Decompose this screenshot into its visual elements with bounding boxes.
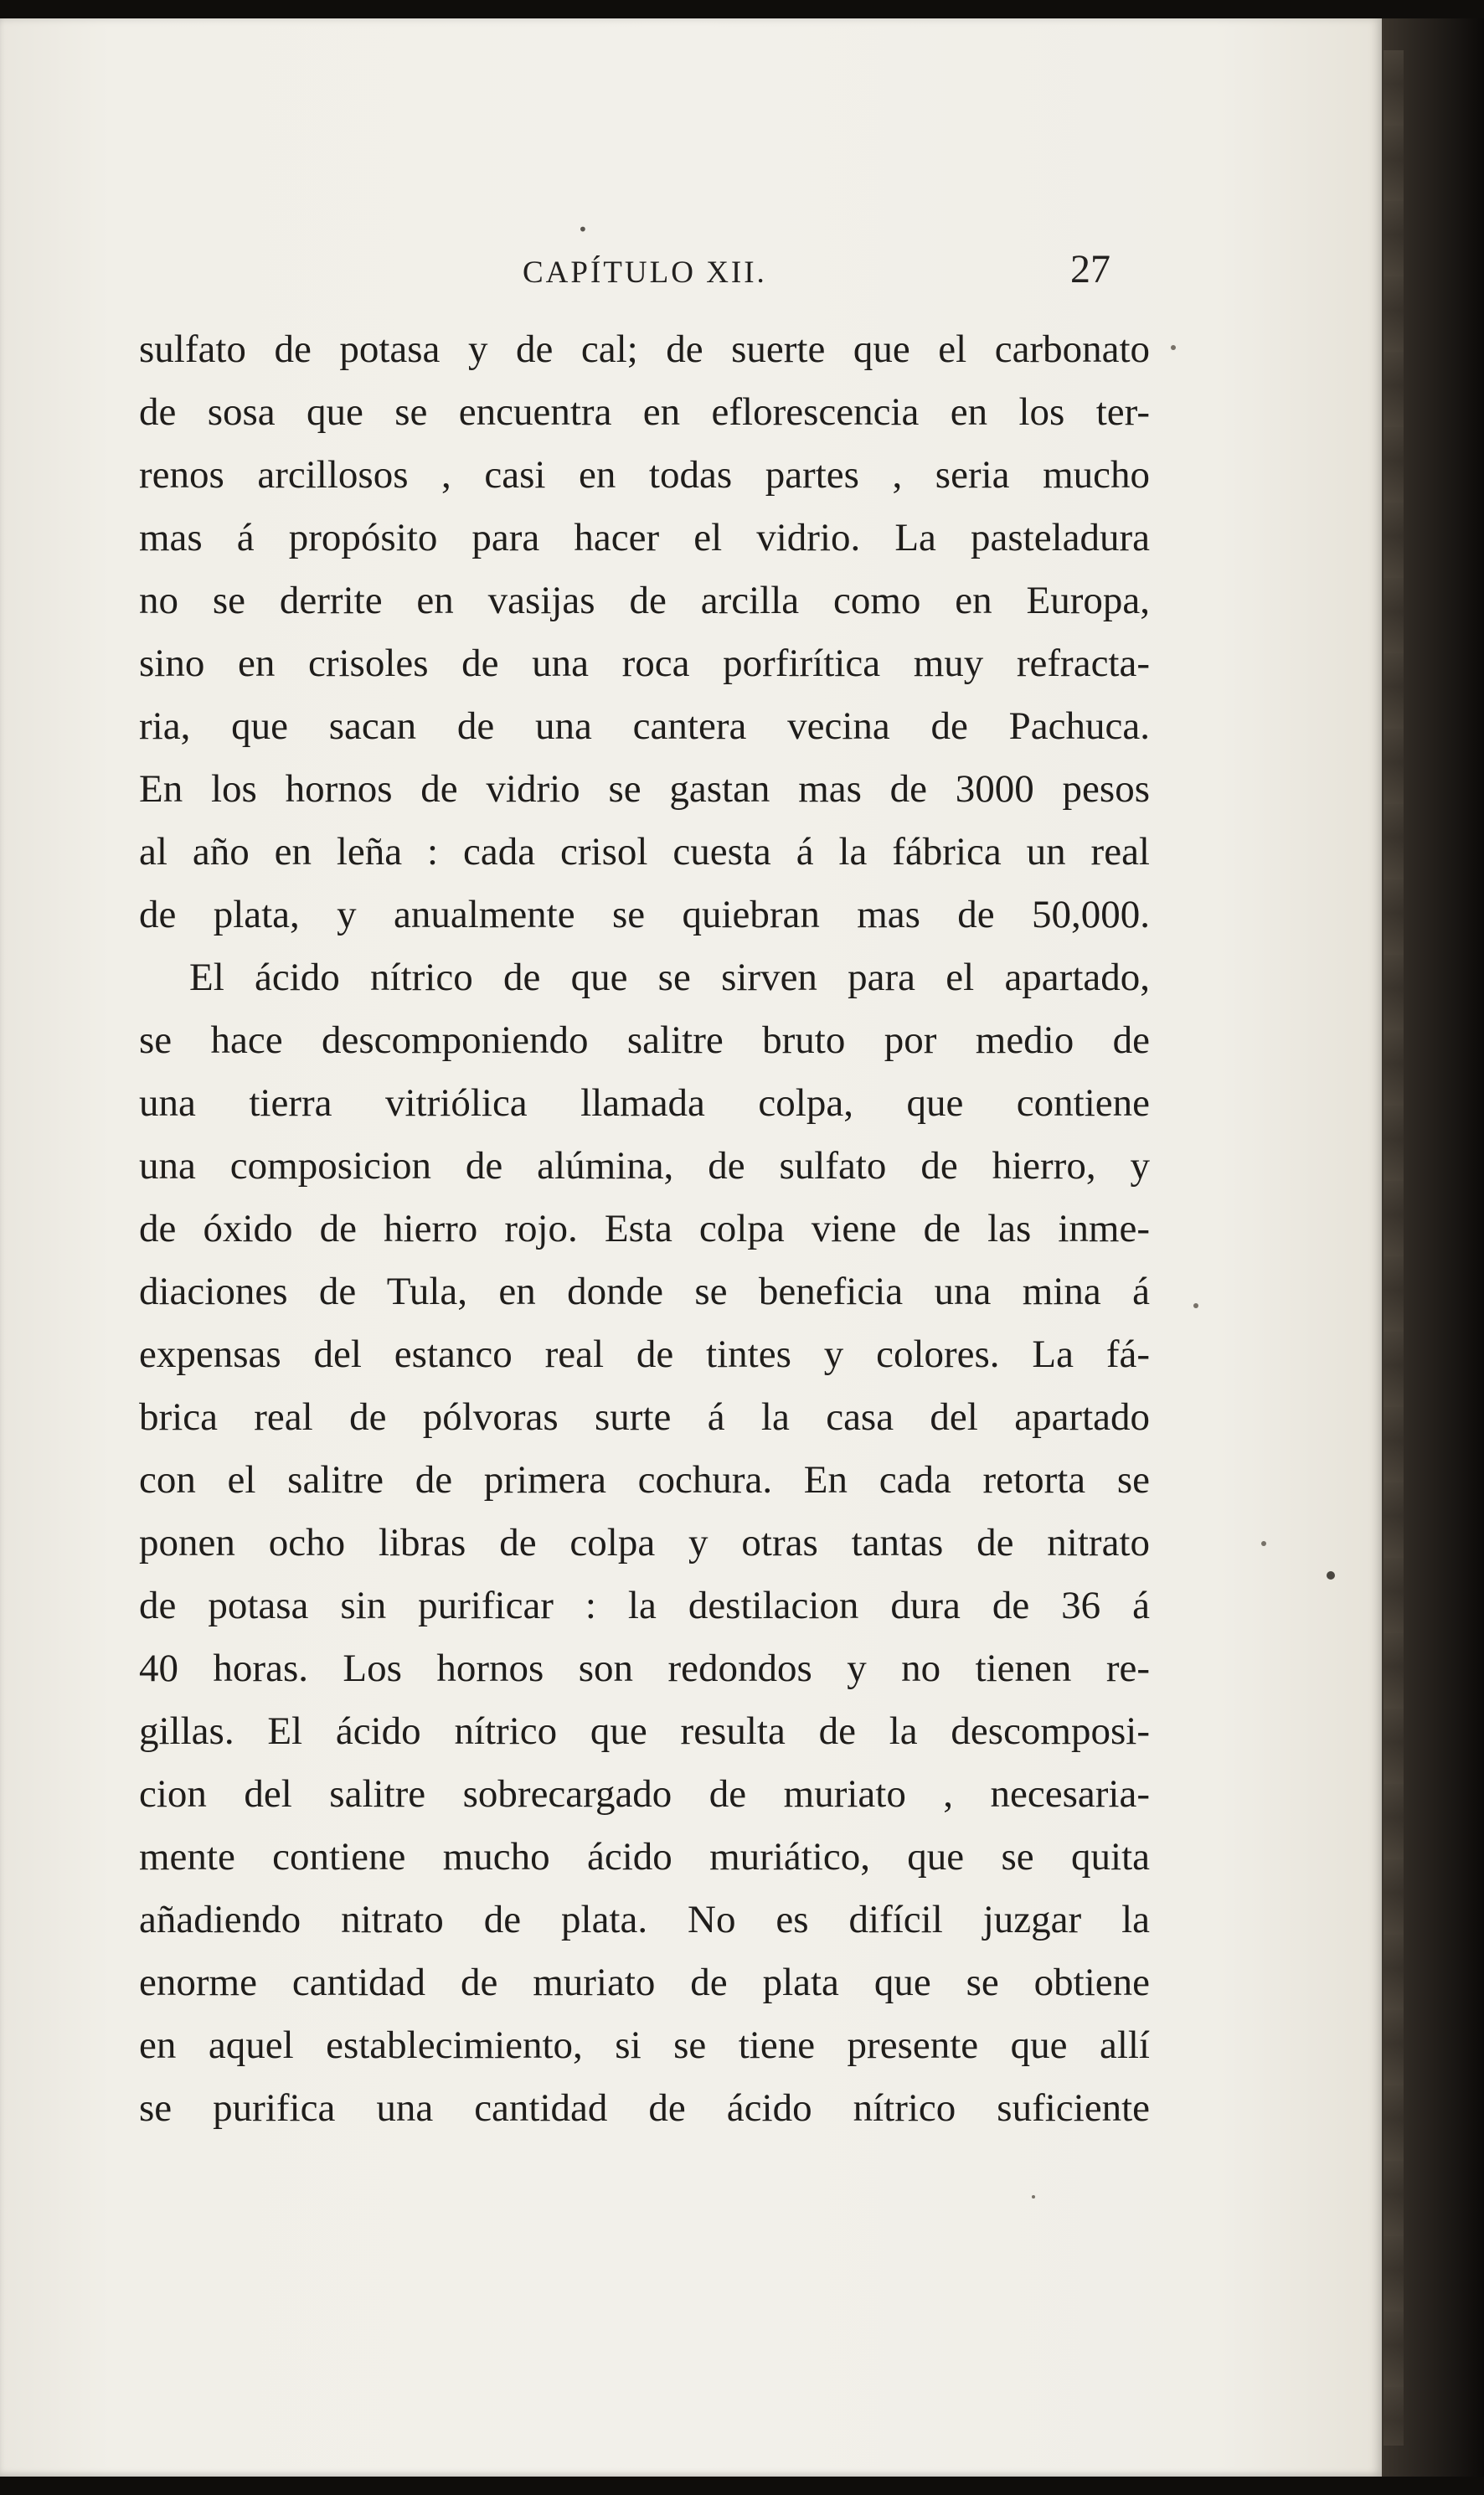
text-line: sulfato de potasa y de cal; de suerte que el carbonato [139,327,1150,371]
text-line: de óxido de hierro rojo. Esta colpa viene de las inme- [139,1207,1150,1250]
page-edges [1384,50,1404,2446]
chapter-heading: CAPÍTULO XII. [523,255,767,290]
text-line: una composicion de alúmina, de sulfato de hierro, y [139,1144,1150,1188]
text-line: mas á propósito para hacer el vidrio. La pasteladura [139,516,1150,559]
text-line: mente contiene mucho ácido muriático, que se quita [139,1835,1150,1879]
text-line: ponen ocho libras de colpa y otras tantas de nitrato [139,1521,1150,1565]
text-line: se purifica una cantidad de ácido nítrico suficiente [139,2086,1150,2130]
page-number: 27 [1070,247,1110,291]
text-line: expensas del estanco real de tintes y colores. La fá- [139,1333,1150,1376]
text-line: de sosa que se encuentra en eflorescencia en los ter- [139,390,1150,434]
text-line: cion del salitre sobrecargado de muriato , necesaria- [139,1772,1150,1816]
body-text [139,318,1150,2140]
text-line: se hace descomponiendo salitre bruto por medio de [139,1018,1150,1062]
text-line: al año en leña : cada crisol cuesta á la fábrica un real [139,830,1150,874]
text-line: gillas. El ácido nítrico que resulta de la descomposi- [139,1709,1150,1753]
text-line: de potasa sin purificar : la destilacion dura de 36 á [139,1584,1150,1627]
text-line: en aquel establecimiento, si se tiene presente que allí [139,2023,1150,2067]
paper-speck [1327,1571,1335,1580]
text-line: renos arcillosos , casi en todas partes , seria mucho [139,453,1150,497]
running-head [0,247,1382,302]
text-line: añadiendo nitrato de plata. No es difícil juzgar la [139,1898,1150,1941]
text-line: En los hornos de vidrio se gastan mas de 3000 pesos [139,767,1150,811]
text-line: ria, que sacan de una cantera vecina de Pachuca. [139,704,1150,748]
text-line: de plata, y anualmente se quiebran mas de 50,000. [139,893,1150,936]
text-line: sino en crisoles de una roca porfirítica muy refracta- [139,642,1150,685]
text-line: una tierra vitriólica llamada colpa, que contiene [139,1081,1150,1125]
text-line: no se derrite en vasijas de arcilla como en Europa, [139,579,1150,622]
paper-speck [1193,1303,1198,1308]
text-line: brica real de pólvoras surte á la casa del apartado [139,1395,1150,1439]
text-line: con el salitre de primera cochura. En cada retorta se [139,1458,1150,1502]
text-line: El ácido nítrico de que se sirven para el apartado, [189,956,1150,999]
paper-speck [1032,2195,1035,2199]
paper-speck [1171,345,1176,350]
paper-speck [1261,1541,1266,1546]
printer-mark-icon: • [578,219,588,240]
text-line: 40 horas. Los hornos son redondos y no tienen re- [139,1647,1150,1690]
text-line: diaciones de Tula, en donde se beneficia una mina á [139,1270,1150,1313]
text-line: enorme cantidad de muriato de plata que se obtiene [139,1961,1150,2004]
